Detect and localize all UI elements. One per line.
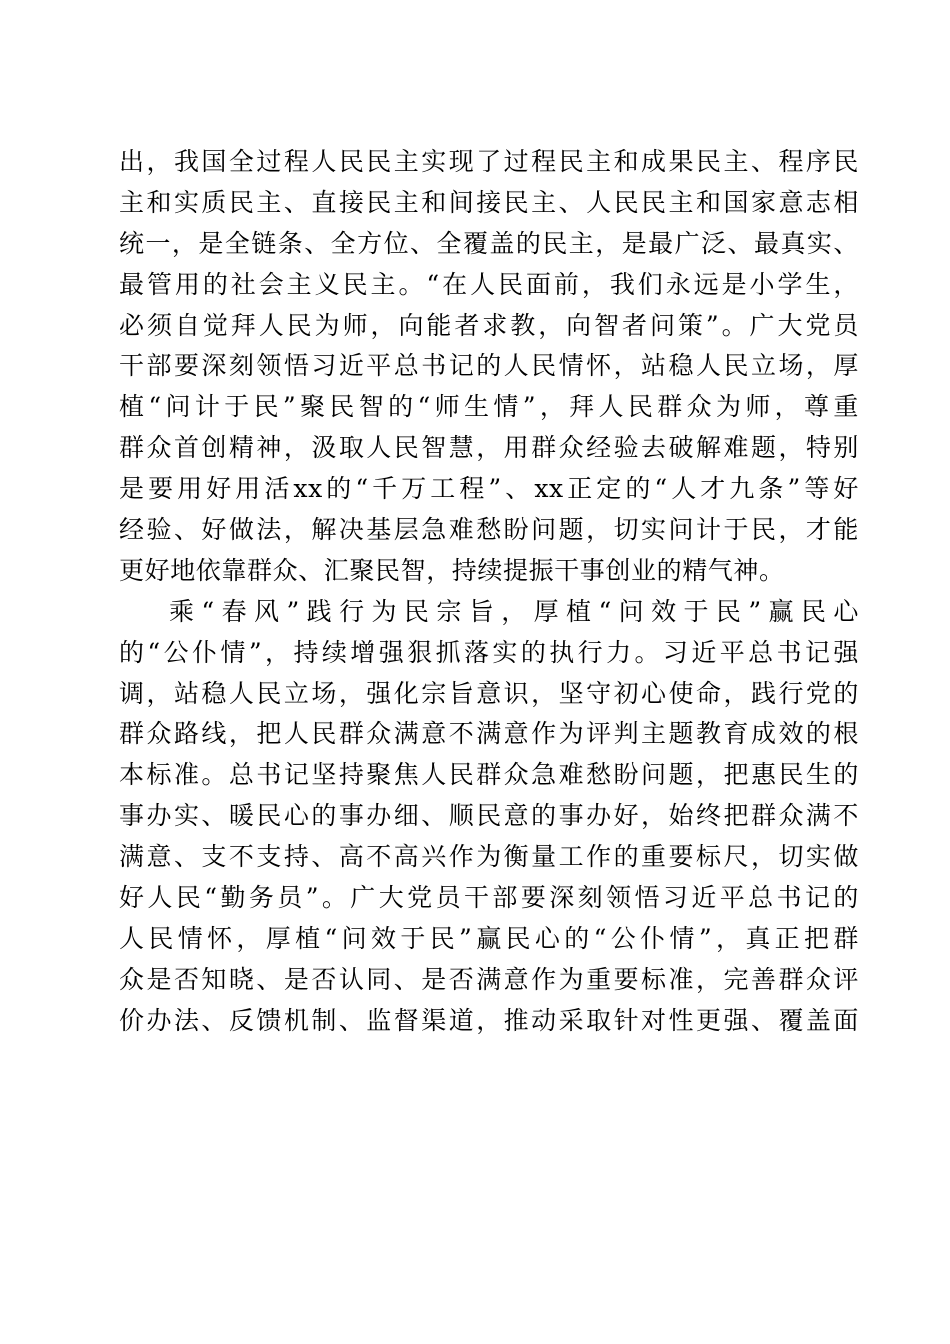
text-line: 的“公仆情”，持续增强狠抓落实的执行力。习近平总书记强 [119,637,859,667]
text-line: 植“问计于民”聚民智的“师生情”，拜人民群众为师，尊重 [119,392,859,422]
text-line: 出，我国全过程人民民主实现了过程民主和成果民主、程序民 [119,147,859,176]
text-line: 主和实质民主、直接民主和间接民主、人民民主和国家意志相 [119,187,859,217]
text-line: 群众路线，把人民群众满意不满意作为评判主题教育成效的根 [119,719,859,749]
text-line: 满意、支不支持、高不高兴作为衡量工作的重要标尺，切实做 [119,842,859,872]
text-line: 统一，是全链条、全方位、全覆盖的民主，是最广泛、最真实、 [119,228,859,258]
text-line: 群众首创精神，汲取人民智慧，用群众经验去破解难题，特别 [119,433,859,463]
text-line: 是要用好用活xx的“千万工程”、xx正定的“人才九条”等好 [119,474,859,504]
paragraph-start-line: 乘“春风”践行为民宗旨，厚植“问效于民”赢民心 [169,596,859,626]
text-line: 价办法、反馈机制、监督渠道，推动采取针对性更强、覆盖面 [119,1005,859,1035]
body-text [119,142,859,1042]
text-line: 最管用的社会主义民主。“在人民面前，我们永远是小学生， [119,269,859,299]
paragraph-end-line: 更好地依靠群众、汇聚民智，持续提振干事创业的精气神。 [119,555,785,585]
text-line: 本标准。总书记坚持聚焦人民群众急难愁盼问题，把惠民生的 [119,760,859,790]
text-line: 人民情怀，厚植“问效于民”赢民心的“公仆情”，真正把群 [119,923,859,953]
text-line: 干部要深刻领悟习近平总书记的人民情怀，站稳人民立场，厚 [119,351,859,381]
text-line: 调，站稳人民立场，强化宗旨意识，坚守初心使命，践行党的 [119,678,859,708]
text-line: 众是否知晓、是否认同、是否满意作为重要标准，完善群众评 [119,964,859,994]
text-line: 经验、好做法，解决基层急难愁盼问题，切实问计于民，才能 [119,515,859,545]
text-line: 必须自觉拜人民为师，向能者求教，向智者问策”。广大党员 [119,310,859,340]
text-line: 事办实、暖民心的事办细、顺民意的事办好，始终把群众满不 [119,801,859,831]
text-line: 好人民“勤务员”。广大党员干部要深刻领悟习近平总书记的 [119,883,859,913]
